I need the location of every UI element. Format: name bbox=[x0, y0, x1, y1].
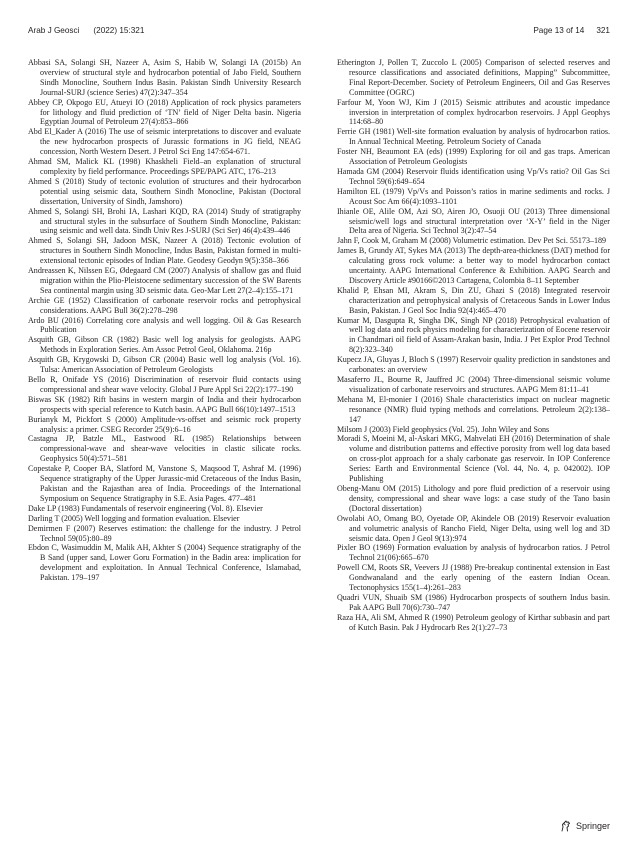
reference-entry: Moradi S, Moeini M, al-Askari MKG, Mahvelati EH (2016) Determination of shale volume and distribution patterns and effective porosity from well log data based on cross-plot approach for a shaly carbonate gas reservoir. In IOP Conference Series: Earth and Environmental Science (Vol. 44, No. 4, p. 042002). IOP Publishing bbox=[337, 434, 610, 484]
reference-entry: Raza HA, Ali SM, Ahmed R (1990) Petroleum geology of Kirthar subbasin and part of Kutch Basin. Pak J Hydrocarb Res 2(1):27–73 bbox=[337, 612, 610, 632]
reference-entry: Milsom J (2003) Field geophysics (Vol. 25). John Wiley and Sons bbox=[337, 424, 550, 434]
reference-entry: Bello R, Onifade YS (2016) Discrimination of reservoir fluid contacts using compressional and shear wave velocity. Global J Pure Appl Sci 22(2):177–190 bbox=[28, 375, 301, 394]
reference-entry: Obeng-Manu OM (2015) Lithology and pore fluid prediction of a reservoir using density, compressional and shear wave logs: a case study of the Tano basin (Doctoral dissertation) bbox=[337, 483, 610, 513]
header-left bbox=[28, 26, 144, 35]
reference-entry: Mehana M, El-monier I (2016) Shale characteristics impact on nuclear magnetic resonance (NMR) fluid typing methods and correlations. Petroleum 2(2):138–147 bbox=[337, 394, 610, 424]
header-right bbox=[533, 26, 610, 35]
reference-entry: Pixler BO (1969) Formation evaluation by analysis of hydrocarbon ratios. J Petrol Technol 21(06):665–670 bbox=[337, 543, 610, 563]
reference-entry: Ahmad SM, Malick KL (1998) Khaskheli Field–an explanation of structural complexity by field performance. Proceedings SPE/PAPG ATC, 176–213 bbox=[28, 157, 301, 176]
reference-entry: Jahn F, Cook M, Graham M (2008) Volumetric estimation. Dev Pet Sci. 55173–189 bbox=[337, 236, 607, 246]
reference-entry: Ahmed S, Solangi SH, Brohi IA, Lashari KQD, RA (2014) Study of stratigraphy and structural styles in the subsurface of Southern Sindh Monocline, Pakistan: using seismic and well data. Sindh Univ Res J-SURJ (Sci Ser) 46(4):439–446 bbox=[28, 206, 301, 236]
journal-name: Arab J Geosci bbox=[28, 26, 80, 35]
reference-entry: Quadri VUN, Shuaib SM (1986) Hydrocarbon prospects of southern Indus basin. Pak AAPG Bull 70(6):730–747 bbox=[337, 592, 610, 612]
reference-entry: Powell CM, Roots SR, Veevers JJ (1988) Pre-breakup continental extension in East Gondwanaland and the early opening of the eastern Indian Ocean. Tectonophysics 155(1–4):261–283 bbox=[337, 563, 610, 593]
reference-entry: Etherington J, Pollen T, Zuccolo L (2005) Comparison of selected reserves and resource classifications and associated definitions, Mapping” Subcommittee, Final Report-December. Society of Petroleum Engineers, Oil and Gas Reserves Committee (OGRC) bbox=[337, 58, 610, 97]
reference-entry: Masaferro JL, Bourne R, Jauffred JC (2004) Three-dimensional seismic volume visualization of carbonate reservoirs and structures. AAPG Mem 81:11–41 bbox=[337, 375, 610, 394]
reference-entry: Farfour M, Yoon WJ, Kim J (2015) Seismic attributes and acoustic impedance inversion in interpretation of complex hydrocarbon reservoirs. J Appl Geophys 114:68–80 bbox=[337, 97, 610, 127]
springer-horse-icon bbox=[560, 820, 572, 832]
reference-entry: Owolabi AO, Omang BO, Oyetade OP, Akindele OB (2019) Reservoir evaluation and volumetric analysis of Rancho Field, Niger Delta, using well log and 3D seismic data. Open J Geol 9(13):974 bbox=[337, 513, 610, 543]
reference-entry: Ahmed S (2018) Study of tectonic evolution of structures and their hydrocarbon potential using seismic data, Southern Sindh Monocline, Pakistan (Doctoral dissertation, University of Sindh, Jamshoro) bbox=[28, 176, 301, 206]
reference-entry: Biswas SK (1982) Rift basins in western margin of India and their hydrocarbon prospects with special reference to Kutch basin. AAPG Bull 66(10):1497–1513 bbox=[28, 394, 301, 414]
publisher-name: Springer bbox=[575, 821, 610, 831]
reference-entry: Asquith GB, Krygowski D, Gibson CR (2004) Basic well log analysis (Vol. 16). Tulsa: American Association of Petroleum Geologists bbox=[28, 355, 301, 375]
reference-entry: Andreassen K, Nilssen EG, Ødegaard CM (2007) Analysis of shallow gas and fluid migration within the Plio-Pleistocene sedimentary succession of the SW Barents Sea continental margin using 3D seismic data. Geo-Mar Lett 27(2–4):155–171 bbox=[28, 266, 301, 295]
reference-column-left bbox=[28, 58, 301, 798]
volume-info: (2022) 15:321 bbox=[93, 26, 145, 35]
reference-entry: Abd El_Kader A (2016) The use of seismic interpretations to discover and evaluate the new hydrocarbon prospects of Jurassic formations in JG field, NEAG concession, North Western Desert. J Petrol Sci Eng 147:654-671. bbox=[28, 127, 301, 157]
reference-entry: Abbasi SA, Solangi SH, Nazeer A, Asim S, Habib W, Solangi IA (2015b) An overview of structural style and hydrocarbon potential of Jabo Field, Southern Sindh Monocline, Southern Indus Basin. Pakistan Sindh University Research Journal-SURJ (science Series) 47(2):347–354 bbox=[28, 58, 301, 97]
reference-entry: Kupecz JA, Gluyas J, Bloch S (1997) Reservoir quality prediction in sandstones and carbonates: an overview bbox=[337, 355, 610, 375]
reference-entry: Archie GE (1952) Classification of carbonate reservoir rocks and petrophysical considerations. AAPG Bull 36(2):278–298 bbox=[28, 295, 301, 315]
reference-entry: Kumar M, Dasgupta R, Singha DK, Singh NP (2018) Petrophysical evaluation of well log data and rock physics modeling for characterization of Eocene reservoir in Chandmari oil field of Assam-Arakan basin, India. J Pet Explor Prod Technol 8(2):323–340 bbox=[337, 315, 610, 355]
page-of-total: Page 13 of 14 bbox=[533, 26, 585, 35]
page-number: 321 bbox=[596, 26, 610, 35]
reference-entry: Ihianle OE, Alile OM, Azi SO, Airen JO, Osuoji OU (2013) Three dimensional seismic/well logs and structural interpretation over ‘X-Y’ field in the Niger Delta area of Nigeria. Sci Technol 3(2):47–54 bbox=[337, 206, 610, 236]
reference-entry: Hamada GM (2004) Reservoir fluids identification using Vp/Vs ratio? Oil Gas Sci Technol 59(6):649–654 bbox=[337, 166, 610, 186]
reference-entry: Ferrie GH (1981) Well-site formation evaluation by analysis of hydrocarbon ratios. In Annual Technical Meeting. Petroleum Society of Canada bbox=[337, 127, 610, 147]
reference-entry: Demirmen F (2007) Reserves estimation: the challenge for the industry. J Petrol Technol 59(05):80–89 bbox=[28, 523, 301, 543]
running-header bbox=[28, 26, 610, 40]
reference-entry: Darling T (2005) Well logging and formation evaluation. Elsevier bbox=[28, 513, 240, 523]
reference-entry: Hamilton EL (1979) Vp/Vs and Poisson’s ratios in marine sediments and rocks. J Acoust Soc Am 66(4):1093–1101 bbox=[337, 186, 610, 206]
reference-entry: Foster NH, Beaumont EA (eds) (1999) Exploring for oil and gas traps. American Association of Petroleum Geologists bbox=[337, 147, 610, 167]
reference-entry: Asquith GB, Gibson CR (1982) Basic well log analysis for geologists. AAPG Methods in Exploration Series. Am Assoc Petrol Geol, Oklahoma. 216p bbox=[28, 335, 301, 355]
reference-entry: Abbey CP, Okpogo EU, Atueyi IO (2018) Application of rock physics parameters for lithology and fluid prediction of ‘TN’ field of Niger Delta basin. Nigeria Egyptian Journal of Petroleum 27(4):853–866 bbox=[28, 97, 301, 127]
reference-entry: Burianyk M, Pickfort S (2000) Amplitude-vs-offset and seismic rock property analysis: a primer. CSEG Recorder 25(9):6–16 bbox=[28, 414, 301, 434]
reference-entry: Ebdon C, Wasimuddin M, Malik AH, Akhter S (2004) Sequence stratigraphy of the B Sand (upper sand, Lower Goru Formation) in the Badin area: implication for development and exploitation. In Annual Technical Conference, Islamabad, Pakistan. 179–197 bbox=[28, 543, 301, 583]
reference-list bbox=[28, 58, 610, 798]
reference-entry: Khalid P, Ehsan MI, Akram S, Din ZU, Ghazi S (2018) Integrated reservoir characterization and petrophysical analysis of Cretaceous Sands in Lower Indus Basin, Pakistan. J Geol Soc India 92(4):465–470 bbox=[337, 285, 610, 315]
reference-entry: Ahmed S, Solangi SH, Jadoon MSK, Nazeer A (2018) Tectonic evolution of structures in Southern Sindh Monocline, Indus Basin, Pakistan formed in multi-extensional tectonic episodes of Indian Plate. Geodesy Geodyn 9(5):358–366 bbox=[28, 236, 301, 266]
reference-column-right bbox=[337, 58, 610, 798]
reference-entry: James B, Grundy AT, Sykes MA (2013) The depth-area-thickness (DAT) method for calculating gross rock volume: a better way to model hydrocarbon contact uncertainty. AAPG International Conference & Exhibition. AAPG Search and Discovery Article #90166©2013 Cartagena, Colombia 8–11 September bbox=[337, 246, 610, 285]
reference-entry: Copestake P, Cooper BA, Slatford M, Vanstone S, Maqsood T, Ashraf M. (1996) Sequence stratigraphy of the Upper Jurassic-mid Cretaceous of the Indus Basin, Pakistan and the Rajasthan area of India. Proceedings of the International Symposium on Sequence Stratigraphy in S.E. Asia Pages. 477–481 bbox=[28, 464, 301, 503]
reference-entry: Ardo BU (2016) Correlating core analysis and well logging. Oil & Gas Research Publication bbox=[28, 315, 301, 335]
reference-entry: Dake LP (1983) Fundamentals of reservoir engineering (Vol. 8). Elsevier bbox=[28, 503, 263, 513]
reference-entry: Castagna JP, Batzle ML, Eastwood RL (1985) Relationships between compressional-wave and shear-wave velocities in clastic silicate rocks. Geophysics 50(4):571–581 bbox=[28, 434, 301, 464]
publisher-footer bbox=[560, 820, 610, 832]
